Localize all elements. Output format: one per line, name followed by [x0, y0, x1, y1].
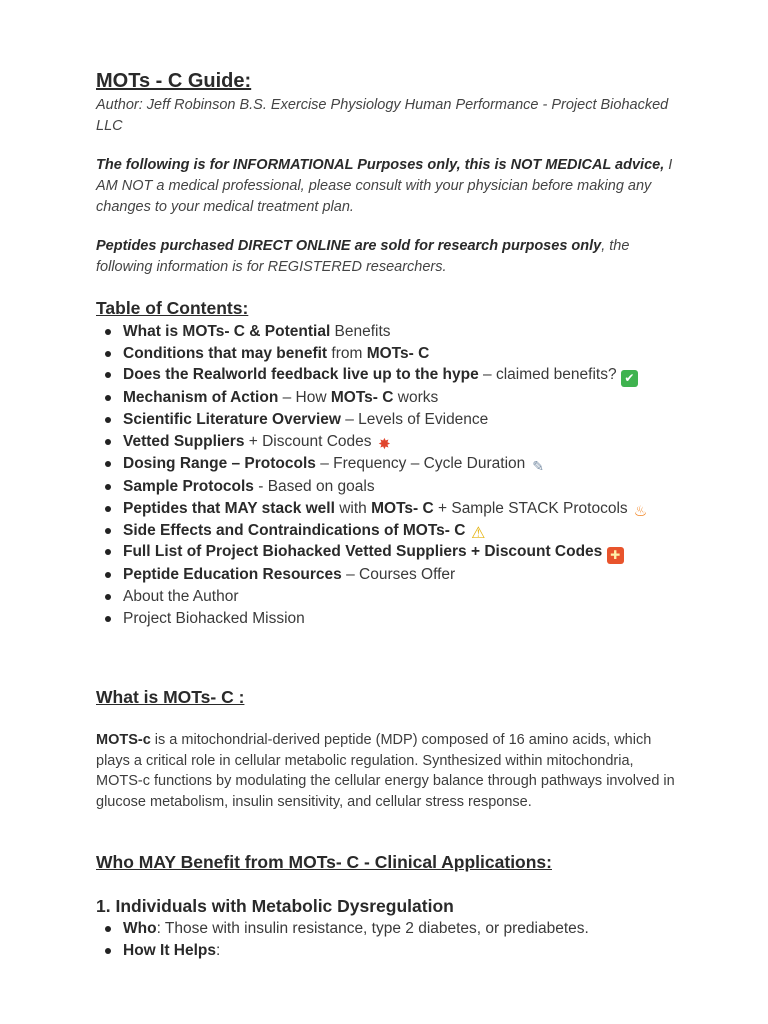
medical-disclaimer	[96, 155, 676, 218]
toc-item-text: – Courses Offer	[341, 566, 456, 584]
toc-item	[96, 431, 696, 453]
author-line: Author: Jeff Robinson B.S. Exercise Physiology Human Performance - Project Biohacked LLC	[96, 97, 669, 134]
toc-item	[96, 608, 696, 630]
research-note-bold: Peptides purchased DIRECT ONLINE are sold for research purposes only	[96, 238, 602, 254]
toc-item	[96, 364, 696, 387]
toc-item-text: About the Author	[123, 587, 239, 605]
toc-item-bold: MOTs- C	[330, 389, 394, 407]
who-item-bold: How It Helps	[123, 941, 217, 959]
toc-item-bold: Peptides that MAY stack well	[123, 499, 335, 517]
syringe-icon: ✎	[532, 458, 544, 475]
toc-heading: Table of Contents:	[96, 298, 249, 318]
who-item-text: :	[216, 941, 221, 959]
what-is-text: is a mitochondrial-derived peptide (MDP) composed of 16 amino acids, which plays a critical role in cellular metabolic regulation. Synthesized within mitochondria, MOTS-c functions by modulating the cellular energy balance through pathways involved in glucose metabolism, insulin sensitivity, and cellular stress response.	[96, 732, 675, 810]
toc-item	[96, 409, 696, 431]
table-of-contents	[96, 321, 696, 629]
toc-item-bold: Sample Protocols	[123, 477, 254, 495]
toc-item	[96, 586, 696, 608]
toc-item	[96, 387, 696, 409]
who-item-bold: Who	[123, 920, 157, 937]
toc-item-bold: Vetted Suppliers	[123, 432, 245, 450]
gift-icon: ✚	[607, 547, 624, 564]
toc-item-bold: Dosing Range – Protocols	[123, 454, 316, 472]
toc-item-text: + Discount Codes	[244, 432, 372, 450]
toc-item	[96, 321, 696, 343]
toc-item-text: Project Biohacked Mission	[123, 609, 305, 627]
toc-item-bold: Peptide Education Resources	[123, 566, 342, 584]
toc-item-bold: Conditions that may benefit	[123, 344, 328, 362]
toc-item-text: – claimed benefits?	[478, 366, 617, 384]
collision-icon: ✸	[378, 434, 391, 453]
metabolic-subheading: 1. Individuals with Metabolic Dysregulation	[96, 896, 454, 916]
toc-item	[96, 476, 696, 498]
who-item	[96, 940, 696, 962]
toc-item-text: – Frequency – Cycle Duration	[315, 454, 526, 472]
what-is-bold: MOTS-c	[96, 732, 151, 748]
toc-item	[96, 520, 696, 542]
toc-item-bold: Mechanism of Action	[123, 389, 279, 407]
toc-item-bold: Does the Realworld feedback live up to the hype	[123, 366, 479, 384]
toc-item-text: works	[393, 389, 439, 407]
toc-item	[96, 564, 696, 586]
toc-item-bold: MOTs- C	[366, 344, 430, 362]
disclaimer-rest: I AM NOT a medical professional, please consult with your physician before making any changes to your medical treatment plan.	[96, 157, 673, 215]
toc-item-text: Benefits	[330, 323, 391, 340]
toc-item-text: – How	[278, 389, 331, 407]
what-is-heading: What is MOTs- C :	[96, 687, 245, 707]
disclaimer-bold: The following is for INFORMATIONAL Purposes only, this is NOT MEDICAL advice,	[96, 157, 665, 173]
toc-item-text: + Sample STACK Protocols	[433, 499, 628, 517]
who-item-text: : Those with insulin resistance, type 2 diabetes, or prediabetes.	[156, 920, 589, 937]
toc-item	[96, 541, 696, 564]
who-item	[96, 918, 696, 940]
toc-item-bold: What is MOTs- C & Potential	[123, 323, 331, 340]
toc-item-text: from	[327, 344, 367, 362]
toc-item	[96, 343, 696, 365]
toc-item-text: with	[334, 499, 372, 517]
toc-item-text: - Based on goals	[253, 477, 375, 495]
toc-item-text: – Levels of Evidence	[340, 411, 489, 429]
who-may-benefit-heading: Who MAY Benefit from MOTs- C - Clinical Applications:	[96, 852, 552, 872]
research-note-rest: , the following information is for REGISTERED researchers.	[96, 238, 630, 275]
document-title: MOTs - C Guide:	[96, 70, 252, 92]
check-mark-icon: ✔	[621, 370, 638, 387]
what-is-paragraph	[96, 730, 676, 812]
fire-icon: ♨	[633, 501, 648, 520]
toc-item-bold: Scientific Literature Overview	[123, 411, 341, 429]
toc-item	[96, 453, 696, 476]
research-note	[96, 236, 676, 278]
toc-item	[96, 498, 696, 520]
toc-item-bold: Full List of Project Biohacked Vetted Suppliers + Discount Codes	[123, 543, 603, 561]
toc-item-bold: MOTs- C	[371, 499, 434, 517]
who-benefit-list	[96, 918, 696, 961]
toc-item-bold: Side Effects and Contraindications of MOTs- C	[123, 521, 466, 539]
warning-icon: ⚠	[471, 522, 486, 542]
